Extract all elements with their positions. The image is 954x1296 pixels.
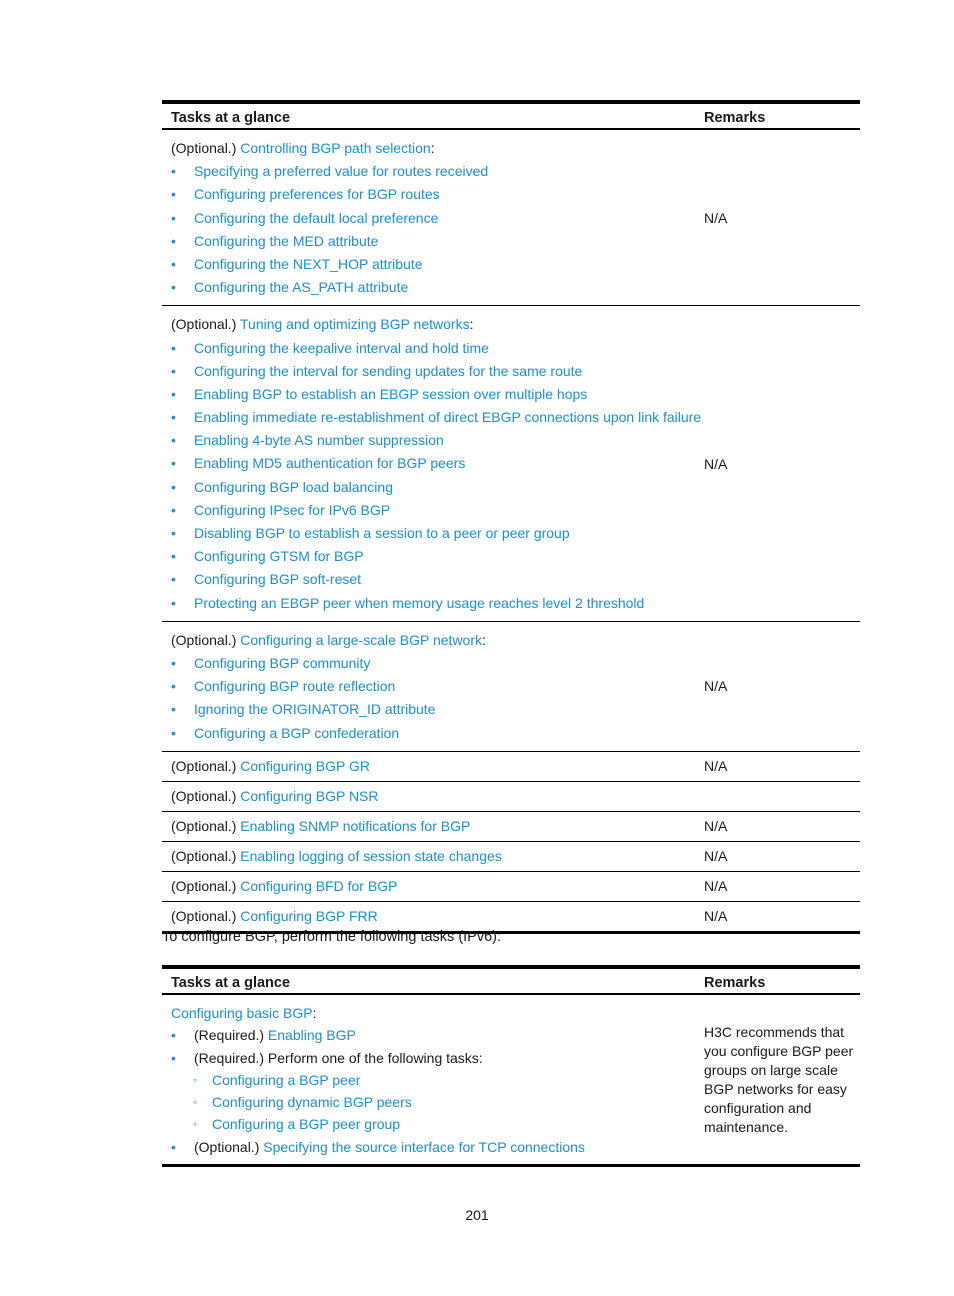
list-item[interactable]: • Ignoring the ORIGINATOR_ID attribute — [171, 698, 695, 721]
table-row: (Optional.) Tuning and optimizing BGP networks: • Configuring the keepalive interval and hold time • Configuring the interval for sending updates for the same route • Enabling BGP to establish an EBGP session over multiple hops • Enabling immediate re-establishment of direct EBGP connections upon link failure • Enabling 4-byte AS number suppression • Enabling MD5 authentication for BGP peers • Configuring BGP load balancing • Configuring IPsec for IPv6 BGP • Disabling BGP to establish a session to a peer or peer group • Configuring GTSM for BGP • Configuring BGP soft-reset • Protecting an EBGP peer when memory usage reaches level 2 threshold N/A — [162, 305, 860, 620]
list-item[interactable]: • Configuring the AS_PATH attribute — [171, 276, 695, 299]
list-item[interactable]: • Configuring BGP load balancing — [171, 476, 695, 499]
link-snmp-notifications[interactable]: Enabling SNMP notifications for BGP — [240, 818, 471, 835]
sub-list-item[interactable]: ◦ Configuring dynamic BGP peers — [171, 1091, 695, 1113]
remarks-cell: N/A — [704, 455, 728, 472]
tasks-table-ipv6 — [162, 965, 860, 1167]
list-item[interactable]: • Configuring BGP soft-reset — [171, 568, 695, 591]
table-header — [162, 104, 860, 130]
link-tuning-bgp-networks[interactable]: Tuning and optimizing BGP networks — [240, 316, 470, 333]
list-item[interactable]: • Enabling immediate re-establishment of direct EBGP connections upon link failure — [171, 406, 695, 429]
list-item: • (Required.) Perform one of the following tasks: — [171, 1047, 695, 1069]
link-logging-session-state[interactable]: Enabling logging of session state changes — [240, 848, 502, 865]
list-item[interactable]: • Enabling BGP to establish an EBGP session over multiple hops — [171, 383, 695, 406]
list-item[interactable]: • Specifying a preferred value for routes received — [171, 160, 695, 183]
table-row: Configuring basic BGP: • (Required.) Enabling BGP • (Required.) Perform one of the following tasks: ◦ Configuring a BGP peer ◦ Configuring dynamic BGP peers ◦ Configuring a BGP peer group • (Optional.) Specifying the source interface for TCP connections H3C recommends that you configure BGP peer groups on large scale BGP networks for easy configuration and maintenance. — [162, 995, 860, 1164]
header-tasks: Tasks at a glance — [171, 110, 291, 126]
list-item[interactable]: • Configuring the keepalive interval and hold time — [171, 337, 695, 360]
link-large-scale-bgp-network[interactable]: Configuring a large-scale BGP network — [240, 631, 483, 648]
list-item[interactable]: • Configuring a BGP confederation — [171, 722, 695, 745]
link-enabling-bgp[interactable]: Enabling BGP — [267, 1027, 356, 1044]
list-item[interactable]: • Configuring preferences for BGP routes — [171, 183, 695, 206]
page-number: 201 — [465, 1207, 489, 1223]
list-item[interactable]: • Configuring GTSM for BGP — [171, 545, 695, 568]
table-row: (Optional.) Enabling logging of session state changes N/A — [162, 841, 860, 871]
link-configuring-basic-bgp[interactable]: Configuring basic BGP — [171, 1005, 313, 1021]
table-row: (Optional.) Configuring BGP NSR — [162, 781, 860, 811]
table-row: (Optional.) Configuring BFD for BGP N/A — [162, 871, 860, 901]
list-item[interactable]: • Configuring BGP route reflection — [171, 675, 695, 698]
link-configuring-bgp-gr[interactable]: Configuring BGP GR — [240, 758, 370, 775]
table-row: (Optional.) Configuring a large-scale BGP network: • Configuring BGP community • Configuring BGP route reflection • Ignoring the ORIGINATOR_ID attribute • Configuring a BGP confederation N/A — [162, 621, 860, 751]
remarks-cell: H3C recommends that you configure BGP peer groups on large scale BGP networks for easy configuration and maintenance. — [704, 1024, 854, 1135]
list-item: • (Required.) Enabling BGP — [171, 1024, 695, 1046]
remarks-cell: N/A — [704, 758, 728, 775]
remarks-cell: N/A — [704, 908, 728, 925]
remarks-cell: N/A — [704, 848, 728, 865]
list-item: • (Optional.) Specifying the source interface for TCP connections — [171, 1136, 695, 1158]
link-bfd-for-bgp[interactable]: Configuring BFD for BGP — [240, 878, 398, 895]
header-remarks: Remarks — [704, 975, 766, 991]
list-item[interactable]: • Configuring the NEXT_HOP attribute — [171, 253, 695, 276]
list-item[interactable]: • Enabling 4-byte AS number suppression — [171, 429, 695, 452]
remarks-cell: N/A — [704, 878, 728, 895]
list-item[interactable]: • Disabling BGP to establish a session to a peer or peer group — [171, 522, 695, 545]
sub-list-item[interactable]: ◦ Configuring a BGP peer group — [171, 1113, 695, 1135]
table-row: (Optional.) Controlling BGP path selection: • Specifying a preferred value for routes received • Configuring preferences for BGP routes • Configuring the default local preference • Configuring the MED attribute • Configuring the NEXT_HOP attribute • Configuring the AS_PATH attribute N/A — [162, 130, 860, 305]
remarks-cell: N/A — [704, 209, 728, 226]
list-item[interactable]: • Configuring the MED attribute — [171, 230, 695, 253]
link-source-interface-tcp[interactable]: Specifying the source interface for TCP connections — [263, 1138, 585, 1155]
remarks-cell — [695, 782, 860, 811]
table-row: (Optional.) Configuring BGP FRR N/A — [162, 901, 860, 931]
list-item[interactable]: • Configuring the interval for sending updates for the same route — [171, 360, 695, 383]
header-remarks: Remarks — [704, 110, 766, 126]
header-tasks: Tasks at a glance — [171, 975, 291, 991]
remarks-cell: N/A — [704, 678, 728, 695]
table-header — [162, 969, 860, 995]
table-row: (Optional.) Enabling SNMP notifications for BGP N/A — [162, 811, 860, 841]
list-item[interactable]: • Protecting an EBGP peer when memory usage reaches level 2 threshold — [171, 592, 695, 615]
tasks-table-ipv4 — [162, 100, 860, 934]
list-item[interactable]: • Configuring BGP community — [171, 652, 695, 675]
link-bgp-frr[interactable]: Configuring BGP FRR — [240, 908, 378, 925]
list-item[interactable]: • Enabling MD5 authentication for BGP peers — [171, 452, 695, 475]
table-row: (Optional.) Configuring BGP GR N/A — [162, 751, 860, 781]
link-controlling-bgp-path-selection[interactable]: Controlling BGP path selection — [240, 140, 431, 156]
link-configuring-bgp-nsr[interactable]: Configuring BGP NSR — [240, 788, 379, 805]
intro-paragraph: To configure BGP, perform the following tasks (IPv6): — [162, 929, 502, 945]
remarks-cell: N/A — [704, 818, 728, 835]
list-item[interactable]: • Configuring the default local preference — [171, 207, 695, 230]
sub-list-item[interactable]: ◦ Configuring a BGP peer — [171, 1069, 695, 1091]
list-item[interactable]: • Configuring IPsec for IPv6 BGP — [171, 499, 695, 522]
